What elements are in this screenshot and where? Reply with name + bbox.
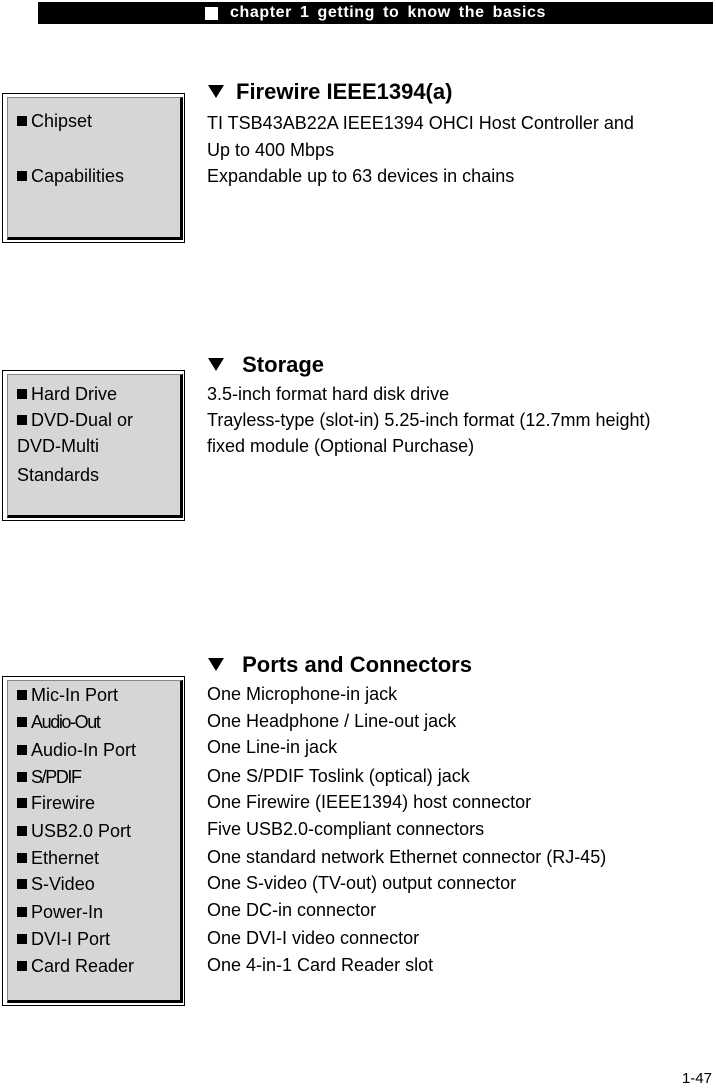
body-line: One 4-in-1 Card Reader slot [207,955,434,975]
chapter-header-text: chapter 1 getting to know the basics [229,4,547,21]
triangle-down-icon [208,358,224,371]
storage-label-box [2,370,185,521]
bullet-icon [17,961,27,971]
label-item: DVD-Dual or [17,411,133,429]
body-line: fixed module (Optional Purchase) [207,436,475,456]
body-line: Up to 400 Mbps [207,140,335,160]
firewire-label-box [2,93,185,243]
label-item: Audio-Out [17,713,99,731]
page-number: 1-47 [681,1070,712,1087]
bullet-icon [17,853,27,863]
bullet-icon [17,415,27,425]
bullet-icon [17,171,27,181]
body-line: One DVI-I video connector [207,928,420,948]
label-item: Chipset [17,112,92,130]
bullet-icon [17,772,27,782]
bullet-icon [17,745,27,755]
triangle-down-icon [208,85,224,98]
body-line: One S-video (TV-out) output connector [207,873,517,893]
bullet-icon [17,907,27,917]
label-item: DVD-Multi [17,436,100,456]
square-bullet-icon [205,7,218,20]
bullet-icon [17,717,27,727]
body-line: 3.5-inch format hard disk drive [207,384,450,404]
label-item: Ethernet [17,849,99,867]
label-item: Hard Drive [17,385,117,403]
bullet-icon [17,690,27,700]
label-item: USB2.0 Port [17,822,131,840]
label-item: Firewire [17,794,95,812]
body-line: One standard network Ethernet connector (RJ-45) [207,847,607,867]
label-item: DVI-I Port [17,930,110,948]
body-line: One Firewire (IEEE1394) host connector [207,792,532,812]
body-line: One DC-in connector [207,900,377,920]
body-line: Five USB2.0-compliant connectors [207,819,485,839]
label-item: Card Reader [17,957,134,975]
label-item: Mic-In Port [17,686,118,704]
body-line: TI TSB43AB22A IEEE1394 OHCI Host Controller and [207,113,634,133]
section-title-ports: Ports and Connectors [208,652,472,678]
body-line: Expandable up to 63 devices in chains [207,166,515,186]
label-item: S-Video [17,875,95,893]
body-line: One S/PDIF Toslink (optical) jack [207,766,470,786]
bullet-icon [17,934,27,944]
label-item: S/PDIF [17,768,81,786]
body-line: One Microphone-in jack [207,684,398,704]
body-line: One Line-in jack [207,737,338,757]
body-line: Trayless-type (slot-in) 5.25-inch format (12.7mm height) [207,410,651,430]
body-line: One Headphone / Line-out jack [207,711,457,731]
bullet-icon [17,116,27,126]
label-item: Audio-In Port [17,741,136,759]
triangle-down-icon [208,658,224,671]
bullet-icon [17,879,27,889]
bullet-icon [17,826,27,836]
chapter-header [38,2,713,24]
section-title-firewire: Firewire IEEE1394(a) [208,79,452,105]
bullet-icon [17,389,27,399]
ports-label-box [2,676,185,1006]
label-item: Standards [17,465,100,485]
label-item: Power-In [17,903,103,921]
bullet-icon [17,798,27,808]
section-title-storage: Storage [208,352,324,378]
label-item: Capabilities [17,167,124,185]
